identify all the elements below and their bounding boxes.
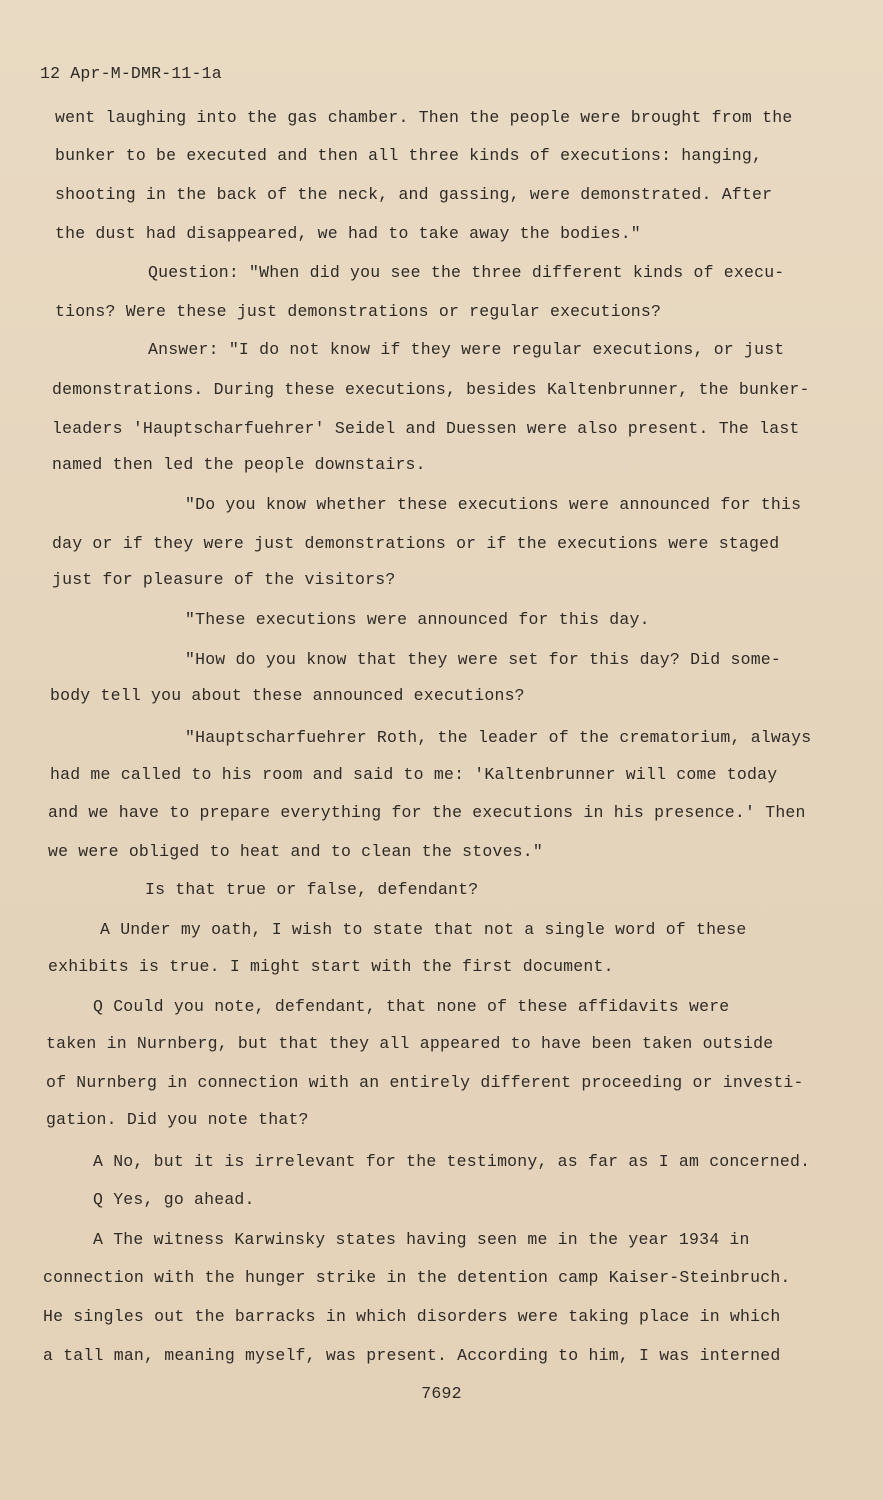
text-line: had me called to his room and said to me: 'Kaltenbrunner will come today: [50, 765, 778, 784]
text-line: and we have to prepare everything for the executions in his presence.' Then: [48, 803, 806, 822]
text-line: just for pleasure of the visitors?: [52, 570, 396, 589]
text-line: "These executions were announced for this day.: [185, 610, 650, 629]
text-line: we were obliged to heat and to clean the stoves.": [48, 842, 543, 861]
text-line: Is that true or false, defendant?: [145, 880, 479, 899]
text-line: "Hauptscharfuehrer Roth, the leader of the crematorium, always: [185, 728, 812, 747]
text-line: demonstrations. During these executions, besides Kaltenbrunner, the bunker-: [52, 380, 810, 399]
text-line: went laughing into the gas chamber. Then the people were brought from the: [55, 108, 793, 127]
text-line: connection with the hunger strike in the detention camp Kaiser-Steinbruch.: [43, 1268, 791, 1287]
text-line: named then led the people downstairs.: [52, 455, 426, 474]
text-line: the dust had disappeared, we had to take away the bodies.": [55, 224, 641, 243]
text-line: "How do you know that they were set for this day? Did some-: [185, 650, 781, 669]
text-line: taken in Nurnberg, but that they all appeared to have been taken outside: [46, 1034, 774, 1053]
text-line: day or if they were just demonstrations or if the executions were staged: [52, 534, 780, 553]
page-number: 7692: [421, 1384, 462, 1403]
text-line: A Under my oath, I wish to state that not a single word of these: [100, 920, 747, 939]
text-line: Question: "When did you see the three different kinds of execu-: [148, 263, 785, 282]
text-line: gation. Did you note that?: [46, 1110, 309, 1129]
text-line: leaders 'Hauptscharfuehrer' Seidel and Duessen were also present. The last: [52, 419, 800, 438]
text-line: tions? Were these just demonstrations or regular executions?: [55, 302, 662, 321]
text-line: a tall man, meaning myself, was present. According to him, I was interned: [43, 1346, 781, 1365]
text-line: Q Could you note, defendant, that none of these affidavits were: [93, 997, 730, 1016]
text-line: "Do you know whether these executions were announced for this: [185, 495, 802, 514]
document-header: 12 Apr-M-DMR-11-1a: [40, 64, 222, 83]
text-line: He singles out the barracks in which disorders were taking place in which: [43, 1307, 781, 1326]
text-line: shooting in the back of the neck, and gassing, were demonstrated. After: [55, 185, 773, 204]
text-line: Answer: "I do not know if they were regular executions, or just: [148, 340, 785, 359]
text-line: bunker to be executed and then all three kinds of executions: hanging,: [55, 146, 763, 165]
text-line: exhibits is true. I might start with the first document.: [48, 957, 614, 976]
text-line: Q Yes, go ahead.: [93, 1190, 255, 1209]
text-line: A No, but it is irrelevant for the testimony, as far as I am concerned.: [93, 1152, 811, 1171]
text-line: body tell you about these announced executions?: [50, 686, 525, 705]
text-line: A The witness Karwinsky states having seen me in the year 1934 in: [93, 1230, 750, 1249]
text-line: of Nurnberg in connection with an entirely different proceeding or investi-: [46, 1073, 804, 1092]
